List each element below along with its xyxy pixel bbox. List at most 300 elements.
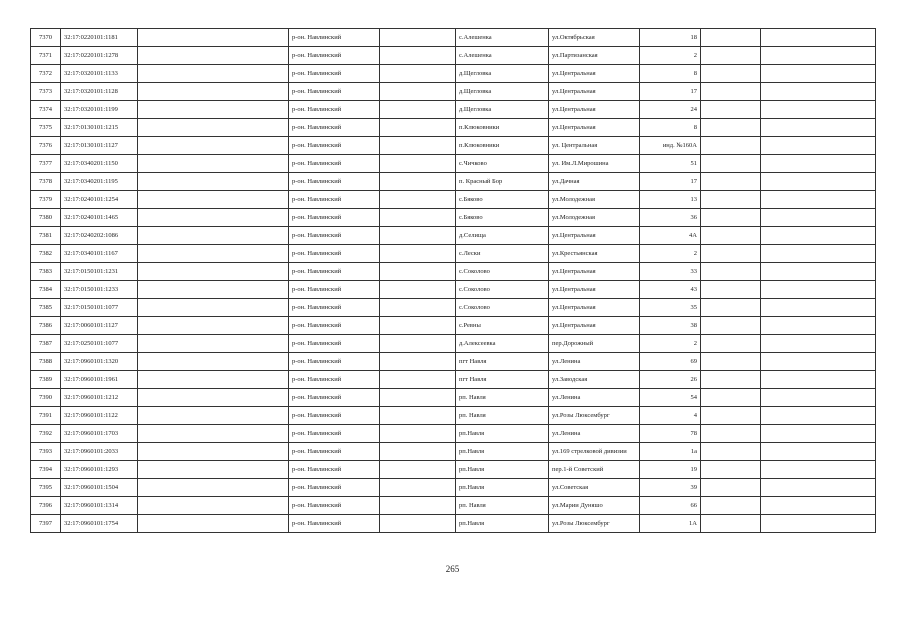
house-number-cell: 54 bbox=[640, 389, 701, 407]
cadastral-number-cell: 32:17:0240101:1254 bbox=[61, 191, 138, 209]
street-cell: ул.Ленина bbox=[549, 353, 640, 371]
empty-cell bbox=[701, 335, 761, 353]
cadastral-number-cell: 32:17:0130101:1215 bbox=[61, 119, 138, 137]
house-number-cell: 8 bbox=[640, 65, 701, 83]
empty-cell bbox=[761, 227, 876, 245]
empty-cell bbox=[761, 119, 876, 137]
row-number-cell: 7387 bbox=[31, 335, 61, 353]
street-cell: ул.Розы Люксембург bbox=[549, 407, 640, 425]
district-cell: р-он. Навлинский bbox=[289, 497, 380, 515]
settlement-cell: рп.Навля bbox=[456, 443, 549, 461]
settlement-cell: рп. Навля bbox=[456, 407, 549, 425]
district-cell: р-он. Навлинский bbox=[289, 119, 380, 137]
district-cell: р-он. Навлинский bbox=[289, 443, 380, 461]
empty-cell bbox=[138, 515, 289, 533]
house-number-cell: инд. №160А bbox=[640, 137, 701, 155]
settlement-cell: пгт Навля bbox=[456, 353, 549, 371]
row-number-cell: 7383 bbox=[31, 263, 61, 281]
empty-cell bbox=[761, 29, 876, 47]
district-cell: р-он. Навлинский bbox=[289, 155, 380, 173]
empty-cell bbox=[138, 407, 289, 425]
table-row bbox=[31, 479, 876, 497]
empty-cell bbox=[701, 155, 761, 173]
empty-cell bbox=[701, 191, 761, 209]
empty-cell bbox=[380, 191, 456, 209]
cadastral-number-cell: 32:17:0220101:1278 bbox=[61, 47, 138, 65]
house-number-cell: 17 bbox=[640, 83, 701, 101]
cadastral-number-cell: 32:17:0960101:1320 bbox=[61, 353, 138, 371]
empty-cell bbox=[761, 407, 876, 425]
empty-cell bbox=[701, 119, 761, 137]
table-row bbox=[31, 83, 876, 101]
empty-cell bbox=[761, 65, 876, 83]
empty-cell bbox=[138, 245, 289, 263]
table-row bbox=[31, 317, 876, 335]
settlement-cell: п.Клюковники bbox=[456, 119, 549, 137]
empty-cell bbox=[701, 281, 761, 299]
settlement-cell: д.Селища bbox=[456, 227, 549, 245]
empty-cell bbox=[761, 461, 876, 479]
empty-cell bbox=[380, 389, 456, 407]
cadastral-number-cell: 32:17:0320101:1133 bbox=[61, 65, 138, 83]
street-cell: ул.Дачная bbox=[549, 173, 640, 191]
empty-cell bbox=[138, 335, 289, 353]
empty-cell bbox=[380, 461, 456, 479]
settlement-cell: рп.Навля bbox=[456, 425, 549, 443]
empty-cell bbox=[138, 101, 289, 119]
empty-cell bbox=[380, 425, 456, 443]
row-number-cell: 7375 bbox=[31, 119, 61, 137]
cadastral-number-cell: 32:17:0960101:1703 bbox=[61, 425, 138, 443]
row-number-cell: 7390 bbox=[31, 389, 61, 407]
district-cell: р-он. Навлинский bbox=[289, 389, 380, 407]
cadastral-number-cell: 32:17:0960101:1314 bbox=[61, 497, 138, 515]
settlement-cell: д.Алексеевка bbox=[456, 335, 549, 353]
district-cell: р-он. Навлинский bbox=[289, 65, 380, 83]
table-row bbox=[31, 461, 876, 479]
street-cell: ул.Крестьянская bbox=[549, 245, 640, 263]
table-row bbox=[31, 47, 876, 65]
district-cell: р-он. Навлинский bbox=[289, 83, 380, 101]
empty-cell bbox=[138, 173, 289, 191]
empty-cell bbox=[761, 83, 876, 101]
row-number-cell: 7373 bbox=[31, 83, 61, 101]
district-cell: р-он. Навлинский bbox=[289, 29, 380, 47]
empty-cell bbox=[138, 119, 289, 137]
street-cell: ул.Ленина bbox=[549, 425, 640, 443]
table-row bbox=[31, 227, 876, 245]
table-row bbox=[31, 443, 876, 461]
street-cell: ул.Центральная bbox=[549, 281, 640, 299]
house-number-cell: 36 bbox=[640, 209, 701, 227]
street-cell: пер.Дорожный bbox=[549, 335, 640, 353]
row-number-cell: 7385 bbox=[31, 299, 61, 317]
property-register-table bbox=[30, 28, 876, 533]
street-cell: ул.Молодежная bbox=[549, 191, 640, 209]
empty-cell bbox=[138, 479, 289, 497]
cadastral-number-cell: 32:17:0960101:2033 bbox=[61, 443, 138, 461]
cadastral-number-cell: 32:17:0960101:1961 bbox=[61, 371, 138, 389]
row-number-cell: 7381 bbox=[31, 227, 61, 245]
house-number-cell: 39 bbox=[640, 479, 701, 497]
empty-cell bbox=[701, 209, 761, 227]
empty-cell bbox=[380, 83, 456, 101]
row-number-cell: 7391 bbox=[31, 407, 61, 425]
cadastral-number-cell: 32:17:0240101:1465 bbox=[61, 209, 138, 227]
empty-cell bbox=[701, 245, 761, 263]
cadastral-number-cell: 32:17:0130101:1127 bbox=[61, 137, 138, 155]
settlement-cell: с.Лески bbox=[456, 245, 549, 263]
settlement-cell: рп.Навля bbox=[456, 479, 549, 497]
street-cell: ул.Ленина bbox=[549, 389, 640, 407]
empty-cell bbox=[138, 371, 289, 389]
empty-cell bbox=[701, 425, 761, 443]
street-cell: ул.Центральная bbox=[549, 299, 640, 317]
table-row bbox=[31, 299, 876, 317]
empty-cell bbox=[380, 245, 456, 263]
house-number-cell: 13 bbox=[640, 191, 701, 209]
empty-cell bbox=[761, 47, 876, 65]
house-number-cell: 35 bbox=[640, 299, 701, 317]
empty-cell bbox=[380, 317, 456, 335]
street-cell: ул. Им.Л.Мирошина bbox=[549, 155, 640, 173]
settlement-cell: с.Бяково bbox=[456, 191, 549, 209]
empty-cell bbox=[380, 353, 456, 371]
empty-cell bbox=[761, 191, 876, 209]
empty-cell bbox=[380, 299, 456, 317]
cadastral-number-cell: 32:17:0220101:1181 bbox=[61, 29, 138, 47]
empty-cell bbox=[138, 83, 289, 101]
street-cell: ул.Октябрьская bbox=[549, 29, 640, 47]
empty-cell bbox=[701, 47, 761, 65]
street-cell: ул.Центральная bbox=[549, 227, 640, 245]
house-number-cell: 69 bbox=[640, 353, 701, 371]
empty-cell bbox=[138, 389, 289, 407]
district-cell: р-он. Навлинский bbox=[289, 101, 380, 119]
empty-cell bbox=[380, 227, 456, 245]
house-number-cell: 17 bbox=[640, 173, 701, 191]
table-row bbox=[31, 155, 876, 173]
cadastral-number-cell: 32:17:0340201:1150 bbox=[61, 155, 138, 173]
settlement-cell: с.Бяково bbox=[456, 209, 549, 227]
house-number-cell: 26 bbox=[640, 371, 701, 389]
page-number: 265 bbox=[445, 564, 460, 574]
table-row bbox=[31, 371, 876, 389]
empty-cell bbox=[701, 497, 761, 515]
empty-cell bbox=[138, 209, 289, 227]
house-number-cell: 1а bbox=[640, 443, 701, 461]
empty-cell bbox=[380, 371, 456, 389]
empty-cell bbox=[380, 281, 456, 299]
row-number-cell: 7380 bbox=[31, 209, 61, 227]
district-cell: р-он. Навлинский bbox=[289, 335, 380, 353]
empty-cell bbox=[701, 83, 761, 101]
district-cell: р-он. Навлинский bbox=[289, 137, 380, 155]
empty-cell bbox=[761, 137, 876, 155]
row-number-cell: 7392 bbox=[31, 425, 61, 443]
settlement-cell: с.Чичково bbox=[456, 155, 549, 173]
house-number-cell: 19 bbox=[640, 461, 701, 479]
district-cell: р-он. Навлинский bbox=[289, 263, 380, 281]
settlement-cell: д.Щегловка bbox=[456, 83, 549, 101]
empty-cell bbox=[761, 443, 876, 461]
cadastral-number-cell: 32:17:0340101:1167 bbox=[61, 245, 138, 263]
table-row bbox=[31, 263, 876, 281]
district-cell: р-он. Навлинский bbox=[289, 479, 380, 497]
table-row bbox=[31, 173, 876, 191]
empty-cell bbox=[380, 155, 456, 173]
house-number-cell: 2 bbox=[640, 335, 701, 353]
empty-cell bbox=[761, 101, 876, 119]
settlement-cell: с.Соколово bbox=[456, 281, 549, 299]
empty-cell bbox=[380, 173, 456, 191]
table-row bbox=[31, 497, 876, 515]
settlement-cell: рп. Навля bbox=[456, 497, 549, 515]
empty-cell bbox=[138, 263, 289, 281]
table-row bbox=[31, 29, 876, 47]
house-number-cell: 24 bbox=[640, 101, 701, 119]
house-number-cell: 38 bbox=[640, 317, 701, 335]
cadastral-number-cell: 32:17:0320101:1199 bbox=[61, 101, 138, 119]
empty-cell bbox=[701, 101, 761, 119]
empty-cell bbox=[701, 407, 761, 425]
empty-cell bbox=[701, 389, 761, 407]
table-row bbox=[31, 245, 876, 263]
empty-cell bbox=[138, 29, 289, 47]
empty-cell bbox=[701, 515, 761, 533]
street-cell: ул.Центральная bbox=[549, 317, 640, 335]
row-number-cell: 7395 bbox=[31, 479, 61, 497]
empty-cell bbox=[761, 389, 876, 407]
empty-cell bbox=[701, 65, 761, 83]
district-cell: р-он. Навлинский bbox=[289, 209, 380, 227]
table-row bbox=[31, 209, 876, 227]
empty-cell bbox=[380, 497, 456, 515]
empty-cell bbox=[761, 281, 876, 299]
row-number-cell: 7397 bbox=[31, 515, 61, 533]
table-row bbox=[31, 65, 876, 83]
empty-cell bbox=[701, 263, 761, 281]
empty-cell bbox=[138, 47, 289, 65]
district-cell: р-он. Навлинский bbox=[289, 191, 380, 209]
row-number-cell: 7379 bbox=[31, 191, 61, 209]
house-number-cell: 43 bbox=[640, 281, 701, 299]
empty-cell bbox=[701, 353, 761, 371]
empty-cell bbox=[138, 497, 289, 515]
district-cell: р-он. Навлинский bbox=[289, 353, 380, 371]
cadastral-number-cell: 32:17:0250101:1077 bbox=[61, 335, 138, 353]
empty-cell bbox=[380, 515, 456, 533]
cadastral-number-cell: 32:17:0960101:1293 bbox=[61, 461, 138, 479]
empty-cell bbox=[138, 425, 289, 443]
house-number-cell: 8 bbox=[640, 119, 701, 137]
row-number-cell: 7376 bbox=[31, 137, 61, 155]
district-cell: р-он. Навлинский bbox=[289, 47, 380, 65]
settlement-cell: рп.Навля bbox=[456, 461, 549, 479]
row-number-cell: 7372 bbox=[31, 65, 61, 83]
empty-cell bbox=[701, 443, 761, 461]
empty-cell bbox=[138, 155, 289, 173]
empty-cell bbox=[380, 407, 456, 425]
row-number-cell: 7374 bbox=[31, 101, 61, 119]
empty-cell bbox=[380, 443, 456, 461]
empty-cell bbox=[761, 299, 876, 317]
row-number-cell: 7386 bbox=[31, 317, 61, 335]
empty-cell bbox=[380, 119, 456, 137]
house-number-cell: 2 bbox=[640, 47, 701, 65]
empty-cell bbox=[138, 227, 289, 245]
empty-cell bbox=[138, 461, 289, 479]
empty-cell bbox=[138, 443, 289, 461]
cadastral-number-cell: 32:17:0060101:1127 bbox=[61, 317, 138, 335]
house-number-cell: 4 bbox=[640, 407, 701, 425]
empty-cell bbox=[380, 65, 456, 83]
row-number-cell: 7384 bbox=[31, 281, 61, 299]
cadastral-number-cell: 32:17:0960101:1212 bbox=[61, 389, 138, 407]
cadastral-number-cell: 32:17:0960101:1504 bbox=[61, 479, 138, 497]
empty-cell bbox=[761, 479, 876, 497]
row-number-cell: 7377 bbox=[31, 155, 61, 173]
district-cell: р-он. Навлинский bbox=[289, 317, 380, 335]
empty-cell bbox=[701, 137, 761, 155]
empty-cell bbox=[701, 299, 761, 317]
district-cell: р-он. Навлинский bbox=[289, 281, 380, 299]
settlement-cell: п. Красный Бор bbox=[456, 173, 549, 191]
empty-cell bbox=[701, 173, 761, 191]
settlement-cell: рп. Навля bbox=[456, 389, 549, 407]
settlement-cell: с.Алешенка bbox=[456, 29, 549, 47]
empty-cell bbox=[380, 101, 456, 119]
empty-cell bbox=[701, 29, 761, 47]
street-cell: ул.Розы Люксембург bbox=[549, 515, 640, 533]
row-number-cell: 7371 bbox=[31, 47, 61, 65]
empty-cell bbox=[761, 263, 876, 281]
street-cell: ул.Марии Дуняшо bbox=[549, 497, 640, 515]
empty-cell bbox=[380, 29, 456, 47]
table-row bbox=[31, 515, 876, 533]
empty-cell bbox=[701, 227, 761, 245]
empty-cell bbox=[138, 137, 289, 155]
table-row bbox=[31, 389, 876, 407]
empty-cell bbox=[761, 515, 876, 533]
empty-cell bbox=[138, 353, 289, 371]
table-row bbox=[31, 119, 876, 137]
settlement-cell: с.Соколово bbox=[456, 263, 549, 281]
street-cell: ул.Партизанская bbox=[549, 47, 640, 65]
house-number-cell: 1А bbox=[640, 515, 701, 533]
empty-cell bbox=[761, 173, 876, 191]
settlement-cell: рп.Навля bbox=[456, 515, 549, 533]
table-body bbox=[31, 29, 876, 533]
cadastral-number-cell: 32:17:0960101:1122 bbox=[61, 407, 138, 425]
district-cell: р-он. Навлинский bbox=[289, 515, 380, 533]
empty-cell bbox=[380, 137, 456, 155]
empty-cell bbox=[701, 479, 761, 497]
empty-cell bbox=[380, 479, 456, 497]
empty-cell bbox=[380, 47, 456, 65]
street-cell: ул.Центральная bbox=[549, 101, 640, 119]
house-number-cell: 78 bbox=[640, 425, 701, 443]
district-cell: р-он. Навлинский bbox=[289, 425, 380, 443]
table-row bbox=[31, 407, 876, 425]
settlement-cell: п.Клюковники bbox=[456, 137, 549, 155]
table-row bbox=[31, 191, 876, 209]
row-number-cell: 7370 bbox=[31, 29, 61, 47]
cadastral-number-cell: 32:17:0960101:1754 bbox=[61, 515, 138, 533]
street-cell: ул.Советская bbox=[549, 479, 640, 497]
district-cell: р-он. Навлинский bbox=[289, 227, 380, 245]
settlement-cell: д.Щегловка bbox=[456, 65, 549, 83]
empty-cell bbox=[761, 497, 876, 515]
empty-cell bbox=[701, 371, 761, 389]
settlement-cell: с.Алешенка bbox=[456, 47, 549, 65]
district-cell: р-он. Навлинский bbox=[289, 299, 380, 317]
row-number-cell: 7378 bbox=[31, 173, 61, 191]
street-cell: ул.169 стрелковой дивизии bbox=[549, 443, 640, 461]
street-cell: ул. Центральная bbox=[549, 137, 640, 155]
empty-cell bbox=[701, 461, 761, 479]
empty-cell bbox=[138, 65, 289, 83]
empty-cell bbox=[761, 209, 876, 227]
house-number-cell: 51 bbox=[640, 155, 701, 173]
settlement-cell: д.Щегловка bbox=[456, 101, 549, 119]
street-cell: ул.Центральная bbox=[549, 119, 640, 137]
empty-cell bbox=[761, 425, 876, 443]
cadastral-number-cell: 32:17:0320101:1128 bbox=[61, 83, 138, 101]
street-cell: ул.Центральная bbox=[549, 65, 640, 83]
empty-cell bbox=[761, 155, 876, 173]
empty-cell bbox=[761, 371, 876, 389]
empty-cell bbox=[138, 317, 289, 335]
table-row bbox=[31, 335, 876, 353]
house-number-cell: 4А bbox=[640, 227, 701, 245]
district-cell: р-он. Навлинский bbox=[289, 461, 380, 479]
empty-cell bbox=[380, 209, 456, 227]
house-number-cell: 18 bbox=[640, 29, 701, 47]
row-number-cell: 7389 bbox=[31, 371, 61, 389]
empty-cell bbox=[761, 245, 876, 263]
table-row bbox=[31, 101, 876, 119]
row-number-cell: 7382 bbox=[31, 245, 61, 263]
empty-cell bbox=[138, 299, 289, 317]
table-row bbox=[31, 353, 876, 371]
empty-cell bbox=[380, 335, 456, 353]
settlement-cell: с.Ревны bbox=[456, 317, 549, 335]
street-cell: ул.Заводская bbox=[549, 371, 640, 389]
street-cell: ул.Молодежная bbox=[549, 209, 640, 227]
empty-cell bbox=[138, 281, 289, 299]
house-number-cell: 33 bbox=[640, 263, 701, 281]
cadastral-number-cell: 32:17:0150101:1077 bbox=[61, 299, 138, 317]
row-number-cell: 7396 bbox=[31, 497, 61, 515]
row-number-cell: 7393 bbox=[31, 443, 61, 461]
district-cell: р-он. Навлинский bbox=[289, 173, 380, 191]
empty-cell bbox=[380, 263, 456, 281]
settlement-cell: с.Соколово bbox=[456, 299, 549, 317]
district-cell: р-он. Навлинский bbox=[289, 407, 380, 425]
empty-cell bbox=[701, 317, 761, 335]
cadastral-number-cell: 32:17:0150101:1233 bbox=[61, 281, 138, 299]
street-cell: ул.Центральная bbox=[549, 83, 640, 101]
cadastral-number-cell: 32:17:0240202:1086 bbox=[61, 227, 138, 245]
table-row bbox=[31, 425, 876, 443]
cadastral-number-cell: 32:17:0340201:1195 bbox=[61, 173, 138, 191]
settlement-cell: пгт Навля bbox=[456, 371, 549, 389]
empty-cell bbox=[761, 335, 876, 353]
row-number-cell: 7388 bbox=[31, 353, 61, 371]
house-number-cell: 66 bbox=[640, 497, 701, 515]
street-cell: пер.1-й Советский bbox=[549, 461, 640, 479]
